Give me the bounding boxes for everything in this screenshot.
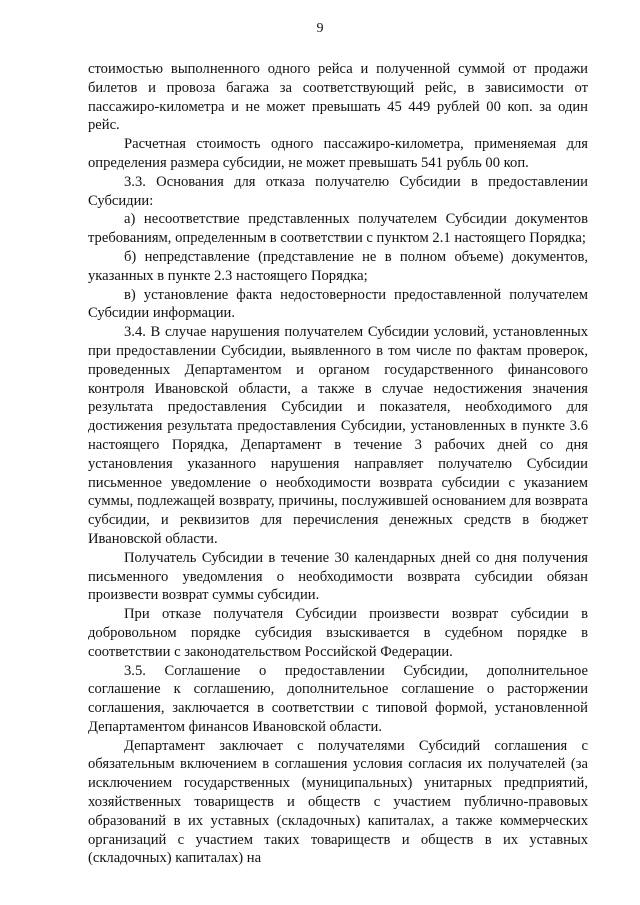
paragraph-3: 3.3. Основания для отказа получателю Субсидии в предоставлении Субсидии: [88,173,588,209]
paragraph-4: а) несоответствие представленных получателем Субсидии документов требованиям, определенным в соответствии с пунктом 2.1 настоящего Порядка; [88,211,588,247]
paragraph-8: Получатель Субсидии в течение 30 календарных дней со дня получения письменного уведомления о необходимости возврата субсидии обязан произвести возврат суммы субсидии. [88,549,588,604]
paragraph-7: 3.4. В случае нарушения получателем Субсидии условий, установленных при предоставлении Субсидии, выявленного в том числе по фактам проверок, проведенных Департаментом и органом государственного финансового контроля Ивановской области, а также в случае недостижения значения результата предоставления Субсидии и показателя, необходимого для достижения результата предоставления Субсидии, установленных в пункте 3.6 настоящего Порядка, Департамент в течение 3 рабочих дней со дня установления указанного нарушения направляет получателю Субсидии письменное уведомление о необходимости возврата субсидии с указанием суммы, подлежащей возврату, причины, послужившей основанием для возврата субсидии, и реквизитов для перечисления денежных средств в бюджет Ивановской области. [88,324,588,547]
paragraph-10: 3.5. Соглашение о предоставлении Субсидии, дополнительное соглашение к соглашению, дополнительное соглашение о расторжении соглашения, заключается в соответствии с типовой формой, установленной Департаментом финансов Ивановской области. [88,662,588,735]
document-body [88,60,588,868]
paragraph-1: стоимостью выполненного одного рейса и полученной суммой от продажи билетов и провоза багажа за соответствующий рейс, в зависимости от пассажиро-километра и не может превышать 45 449 рублей 00 коп. за один рейс. [88,61,588,134]
paragraph-11: Департамент заключает с получателями Субсидий соглашения с обязательным включением в соглашения условия согласия их получателей (за исключением государственных (муниципальных) унитарных предприятий, хозяйственных товариществ и обществ с участием публично-правовых образований в их уставных (складочных) капиталах, а также коммерческих организаций с участием таких товариществ и обществ в их уставных (складочных) капиталах) на [88,737,588,867]
paragraph-2: Расчетная стоимость одного пассажиро-километра, применяемая для определения размера субсидии, не может превышать 541 рубль 00 коп. [88,136,588,171]
paragraph-9: При отказе получателя Субсидии произвести возврат субсидии в добровольном порядке субсидия взыскивается в судебном порядке в соответствии с законодательством Российской Федерации. [88,606,588,660]
page-number: 9 [316,21,324,36]
paragraph-5: б) непредставление (представление не в полном объеме) документов, указанных в пункте 2.3 настоящего Порядка; [88,248,588,284]
paragraph-6: в) установление факта недостоверности предоставленной получателем Субсидии информации. [88,286,588,322]
